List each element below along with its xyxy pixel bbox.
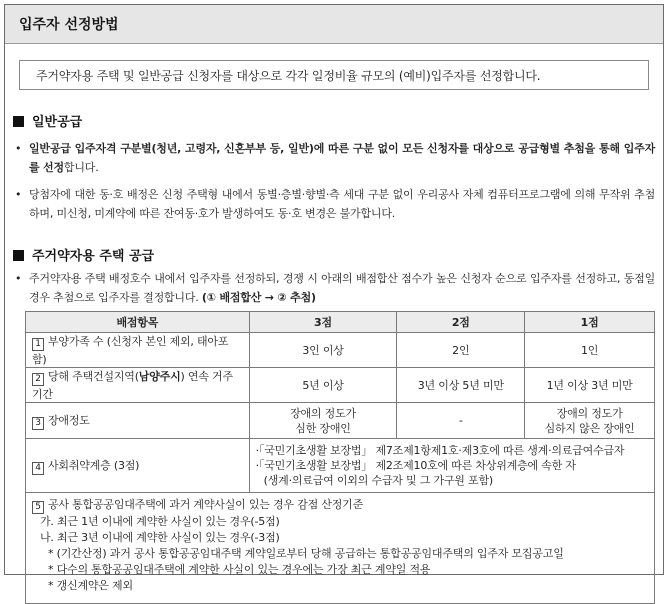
- cell-line: ·「국민기초생활 보장법」 제7조제1항제1호·제3호에 따른 생계·의료급여수급자: [255, 444, 625, 457]
- bullet-dot-icon: •: [15, 142, 22, 155]
- item-label: 부양가족 수 (신청자 본인 제외, 태아포함): [32, 335, 229, 366]
- table-header-cell: 3점: [249, 312, 397, 333]
- cell-line: * 갱신계약은 제외: [48, 579, 133, 592]
- table-row: [26, 368, 655, 403]
- table-header-cell: 배점항목: [26, 312, 250, 333]
- cell-line: ·「국민기초생활 보장법」 제2조제10호에 따른 차상위계층에 속한 자: [255, 459, 576, 472]
- item-number: 3: [32, 417, 44, 430]
- bullet-dot-icon: •: [15, 188, 22, 201]
- table-header-cell: 2점: [397, 312, 525, 333]
- item-number: 4: [32, 462, 44, 475]
- section-heading-text: 일반공급: [32, 115, 83, 130]
- table-row: [26, 439, 655, 493]
- table-cell: -: [397, 403, 525, 439]
- table-row: [26, 333, 655, 368]
- cell-line: 장애의 정도가: [556, 406, 623, 420]
- cell-line: [32, 497, 648, 514]
- table-cell: 3인 이상: [249, 333, 397, 368]
- table-row: [26, 493, 655, 604]
- square-bullet-icon: [13, 250, 24, 261]
- square-bullet-icon: [13, 116, 24, 127]
- bullet-text: 당첨자에 대한 동·호 배정은 신청 주택형 내에서 동별·층별·향별·측 세대 구분 없이 우리공사 자체 컴퓨터프로그램에 의해 무작위 추첨하며, 미신청, 미계약에 따른 잔여동·호가 발생하여도 동·호 변경은 불가합니다.: [29, 188, 655, 220]
- cell-line: * 다수의 통합공공임대주택에 계약한 사실이 있는 경우에는 가장 최근 계약일 적용: [48, 563, 431, 576]
- section-heading-vulnerable: [13, 245, 154, 264]
- note-text: 공사 통합공공임대주택에 과거 계약사실이 있는 경우 감점 산정기준: [48, 498, 364, 511]
- bullet-item: [15, 269, 655, 307]
- item-label: 장애정도: [48, 413, 90, 427]
- table-cell: 1인: [525, 333, 655, 368]
- table-cell: [525, 403, 655, 439]
- table-row: [26, 403, 655, 439]
- cell-line: 가. 최근 1년 이내에 계약한 사실이 있는 경우(-5점): [40, 515, 280, 528]
- bold-text: 일반공급 입주자격 구분별(청년, 고령자, 신혼부부 등, 일반)에 따른 구분 없이 모든 신청자를 대상으로 공급형별 추첨을 통해 입주자를 선정: [29, 142, 655, 174]
- item-number: 2: [32, 373, 44, 386]
- table-cell-item: [26, 439, 250, 493]
- table-header-cell: 1점: [525, 312, 655, 333]
- cell-line: * (기간산정) 과거 공사 통합공공임대주택 계약일로부터 당해 공급하는 통합공공임대주택의 입주자 모집공고일: [48, 547, 564, 560]
- score-table: [25, 311, 655, 604]
- item-number: 1: [32, 338, 44, 351]
- bullet-item: [15, 185, 655, 223]
- table-cell: [249, 403, 397, 439]
- document-frame: [4, 4, 664, 592]
- title-bar: [5, 5, 663, 44]
- item-label: 당해 주택건설지역(: [48, 370, 139, 383]
- bullet-item: [15, 139, 655, 177]
- table-cell-item: [26, 403, 250, 439]
- section-heading-general: [13, 111, 82, 130]
- bullet-text: 주거약자용 주택 배정호수 내에서 입주자를 선정하되, 경쟁 시 아래의 배점합산 점수가 높은 신청자 순으로 입주자를 선정하고, 동점일 경우 추첨으로 입주자를 결정합니다.: [29, 272, 655, 304]
- table-cell: 1년 이상 3년 미만: [525, 368, 655, 403]
- table-cell: 2인: [397, 333, 525, 368]
- item-number: 5: [32, 501, 44, 514]
- summary-text: 주거약자용 주택 및 일반공급 신청자를 대상으로 각각 일정비율 규모의 (예비)입주자를 선정합니다.: [36, 68, 541, 83]
- cell-line: 장애의 정도가: [290, 406, 356, 420]
- table-cell-item: [26, 368, 250, 403]
- bold-text: (① 배점합산 → ② 추첨): [201, 291, 316, 304]
- item-label: 사회취약계층 (3점): [48, 458, 140, 472]
- table-cell-merged: [249, 439, 654, 493]
- summary-box: [19, 60, 649, 90]
- table-cell-item: [26, 333, 250, 368]
- page-title: 입주자 선정방법: [19, 17, 119, 33]
- table-cell: 5년 이상: [249, 368, 397, 403]
- item-label-bold: 남양주시: [138, 370, 181, 383]
- cell-line: 나. 최근 3년 이내에 계약한 사실이 있는 경우(-3점): [40, 531, 280, 544]
- cell-line: 심하지 않은 장애인: [544, 421, 635, 435]
- bullet-dot-icon: •: [15, 272, 22, 285]
- table-cell-note: [26, 493, 655, 604]
- cell-line: (생계·의료급여 이외의 수급자 및 그 가구원 포함): [263, 474, 493, 487]
- item-label: ) 연속 거주기간: [32, 370, 233, 401]
- table-cell: 3년 이상 5년 미만: [397, 368, 525, 403]
- table-header-row: [26, 312, 655, 333]
- cell-line: 심한 장애인: [295, 421, 351, 435]
- section-heading-text: 주거약자용 주택 공급: [32, 249, 155, 264]
- bullet-text: 합니다.: [63, 161, 99, 174]
